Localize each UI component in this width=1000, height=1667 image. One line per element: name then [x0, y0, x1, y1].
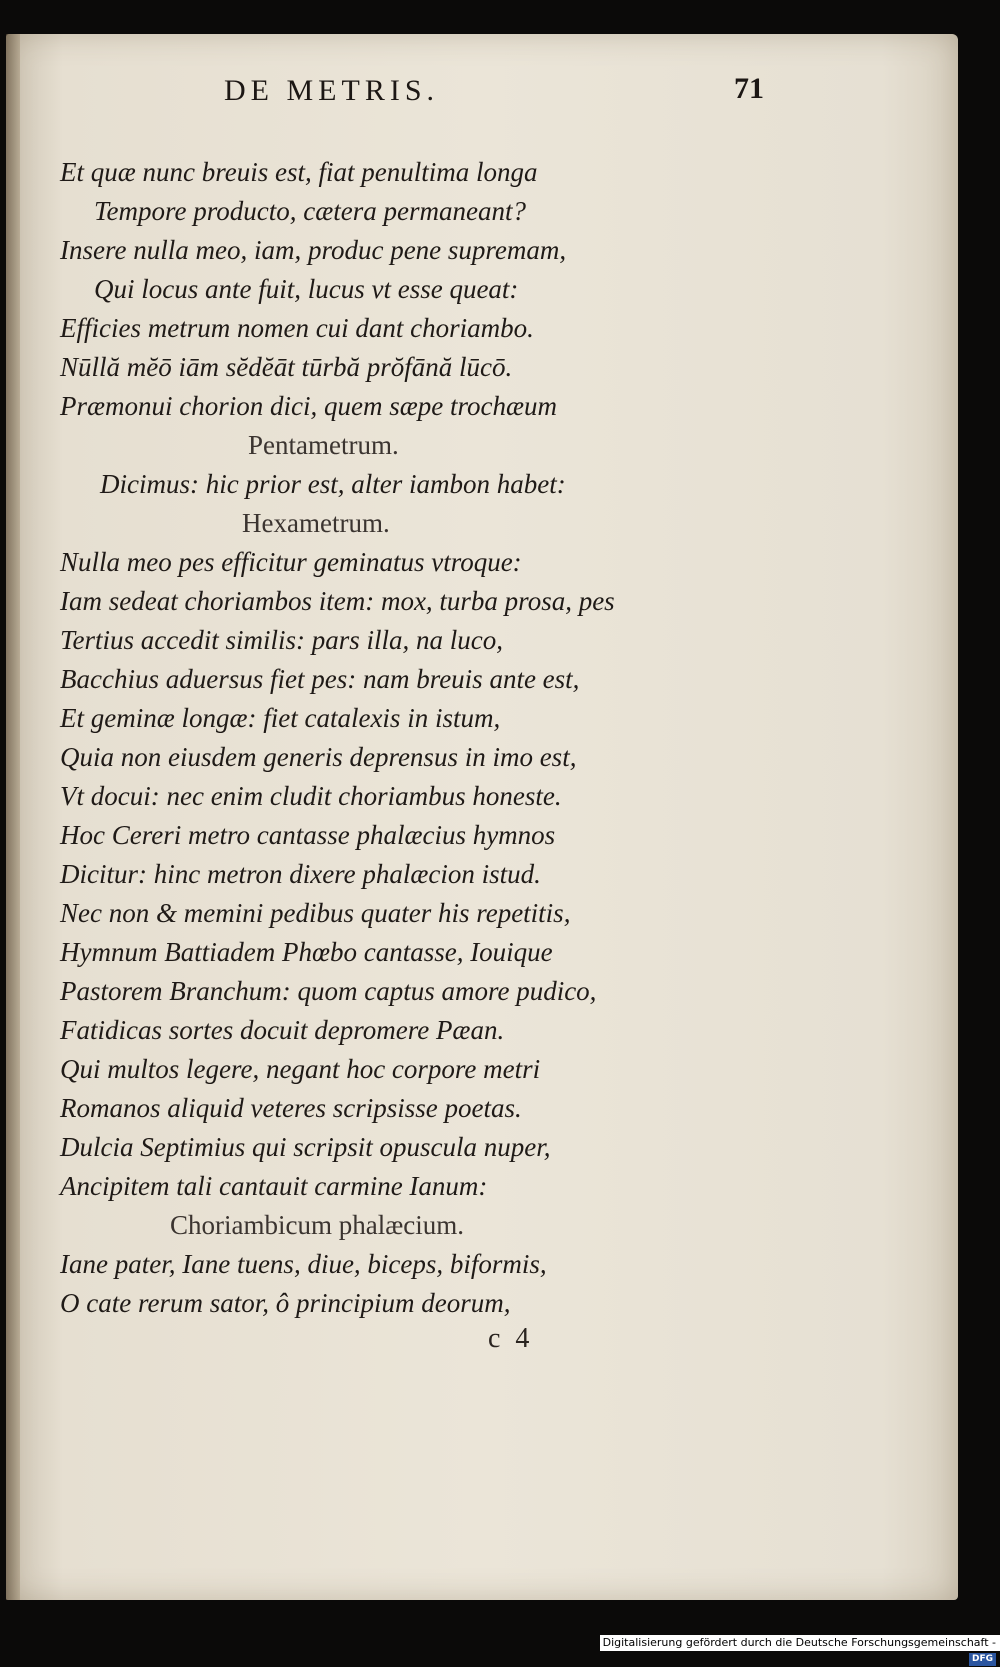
verse-line: Dicimus: hic prior est, alter iambon habet: [100, 469, 566, 499]
verse-line: Præmonui chorion dici, quem sæpe trochæum [60, 391, 557, 421]
verse-line: Et geminæ longæ: fiet catalexis in istum, [60, 703, 501, 733]
dfg-logo: DFG [969, 1653, 996, 1666]
section-heading: Choriambicum phalæcium. [170, 1210, 464, 1240]
verse-line: Dicitur: hinc metron dixere phalæcion istud. [60, 859, 541, 889]
verse-line: Efficies metrum nomen cui dant choriambo. [60, 313, 534, 343]
section-heading: Pentametrum. [248, 430, 399, 460]
verse-line: Qui multos legere, negant hoc corpore metri [60, 1054, 541, 1084]
page-number: 71 [734, 72, 764, 105]
verse-line: Nūllă mĕō iām sĕdĕāt tūrbă prŏfānă lūcō. [60, 352, 513, 382]
verse-line: Vt docui: nec enim cludit choriambus honeste. [60, 781, 562, 811]
verse-line: Nec non & memini pedibus quater his repetitis, [60, 898, 571, 928]
verse-line: Bacchius aduersus fiet pes: nam breuis ante est, [60, 664, 580, 694]
verse-line: Hymnum Battiadem Phœbo cantasse, Iouique [60, 937, 553, 967]
verse-line: Iam sedeat choriambos item: mox, turba prosa, pes [60, 586, 615, 616]
verse-line: Tertius accedit similis: pars illa, na luco, [60, 625, 504, 655]
verse-line: Iane pater, Iane tuens, diue, biceps, biformis, [60, 1249, 547, 1279]
verse-line: Pastorem Branchum: quom captus amore pudico, [60, 976, 597, 1006]
verse-line: Hoc Cereri metro cantasse phalæcius hymnos [60, 820, 556, 850]
digitization-credit [600, 1635, 1000, 1664]
running-title: DE METRIS. [224, 74, 439, 107]
verse-text-block [60, 153, 760, 1323]
verse-line: O cate rerum sator, ô principium deorum, [60, 1288, 511, 1318]
verse-line: Nulla meo pes efficitur geminatus vtroque: [60, 547, 522, 577]
section-heading: Hexametrum. [242, 508, 390, 538]
verse-line: Insere nulla meo, iam, produc pene supremam, [60, 235, 567, 265]
verse-line: Fatidicas sortes docuit depromere Pæan. [60, 1015, 505, 1045]
verse-line: Romanos aliquid veteres scripsisse poetas. [60, 1093, 522, 1123]
verse-line: Ancipitem tali cantauit carmine Ianum: [60, 1171, 488, 1201]
verse-line: Et quæ nunc breuis est, fiat penultima longa [60, 157, 538, 187]
signature-mark: c 4 [488, 1323, 534, 1354]
verse-line: Dulcia Septimius qui scripsit opuscula nuper, [60, 1132, 551, 1162]
verse-line: Quia non eiusdem generis deprensus in imo est, [60, 742, 577, 772]
verse-line: Qui locus ante fuit, lucus vt esse queat: [94, 274, 519, 304]
page-header [224, 74, 764, 114]
credit-text: Digitalisierung gefördert durch die Deutsche Forschungsgemeinschaft - [602, 1636, 996, 1649]
verse-line: Tempore producto, cætera permaneant? [94, 196, 526, 226]
page-gutter [6, 34, 20, 1600]
